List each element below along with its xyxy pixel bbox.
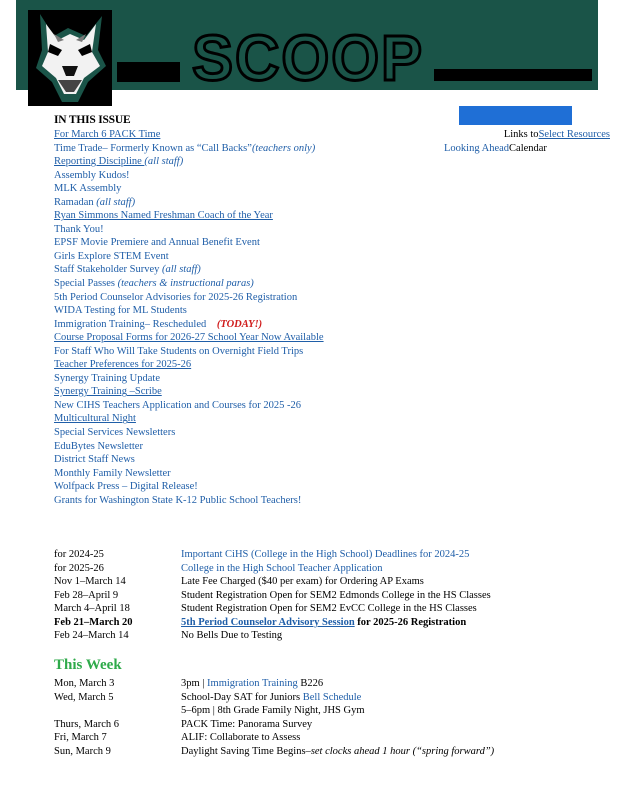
issue-item-title: Reporting Discipline <box>54 156 145 168</box>
date-event-cell <box>181 575 574 589</box>
week-event-cell <box>181 745 574 759</box>
issue-item-title: WIDA Testing for ML Students <box>54 305 187 317</box>
issue-item-audience: (teachers & instructional paras) <box>117 278 254 290</box>
calendar-label: Calendar <box>509 143 547 154</box>
issue-item[interactable] <box>54 236 434 250</box>
issue-item[interactable] <box>54 426 434 440</box>
issue-item-title: Thank You! <box>54 223 104 235</box>
issue-item-title: District Staff News <box>54 454 135 466</box>
issue-item-title: Teacher Preferences for 2025-26 <box>54 359 192 371</box>
date-row <box>54 616 574 630</box>
issue-item-audience: (all staff) <box>162 264 201 276</box>
week-event-cell <box>181 718 574 732</box>
issue-item[interactable] <box>54 412 434 426</box>
issue-item-title: 5th Period Counselor Advisories for 2025-26 Registration <box>54 291 298 303</box>
date-range: for 2024-25 <box>54 549 104 560</box>
date-event-link[interactable]: College in the High School Teacher Application <box>181 562 383 574</box>
date-event-cell <box>181 562 574 576</box>
issue-item[interactable] <box>54 453 434 467</box>
date-range: for 2025-26 <box>54 562 104 574</box>
issue-item[interactable] <box>54 304 434 318</box>
issue-item-title: New CIHS Teachers Application and Courses for 2025 -26 <box>54 399 301 411</box>
header-bar-left <box>117 62 180 82</box>
blue-highlight-box <box>459 106 572 125</box>
issue-item-title: Synergy Training –Scribe <box>54 386 162 398</box>
masthead-title <box>188 22 428 90</box>
issue-item[interactable] <box>54 494 434 508</box>
week-event: School-Day SAT for Juniors <box>181 691 303 703</box>
issue-item-title: Ramadan <box>54 196 97 208</box>
issue-item[interactable] <box>54 331 434 345</box>
this-week-schedule <box>54 677 574 758</box>
date-event: Late Fee Charged ($40 per exam) for Ordering AP Exams <box>181 576 424 588</box>
week-event-cell <box>181 731 574 745</box>
date-event: No Bells Due to Testing <box>181 630 283 642</box>
date-event-cell <box>181 548 574 562</box>
date-range: Nov 1–March 14 <box>54 576 126 588</box>
issue-item[interactable] <box>54 399 434 413</box>
date-range: Feb 28–April 9 <box>54 589 119 601</box>
issue-item[interactable] <box>54 385 434 399</box>
issue-item[interactable] <box>54 182 434 196</box>
date-range: Feb 21–March 20 <box>54 616 133 628</box>
week-day: Fri, March 7 <box>54 732 107 744</box>
week-event: 5–6pm | 8th Grade Family Night, JHS Gym <box>181 705 365 717</box>
issue-item[interactable] <box>54 250 434 264</box>
issue-item-title: EPSF Movie Premiere and Annual Benefit Event <box>54 237 260 249</box>
issue-item[interactable] <box>54 372 434 386</box>
date-range: Feb 24–March 14 <box>54 630 129 642</box>
wolf-logo <box>28 10 112 106</box>
issue-item[interactable] <box>54 196 434 210</box>
issue-item-alert: (TODAY!) <box>216 318 263 330</box>
in-this-issue-heading: IN THIS ISSUE <box>54 114 131 126</box>
week-event-cell <box>181 677 574 691</box>
week-event-link[interactable]: Bell Schedule <box>302 691 362 703</box>
week-event-location: B226 <box>297 678 324 689</box>
week-row <box>54 704 574 718</box>
week-row <box>54 731 574 745</box>
date-event-link[interactable]: Important CiHS (College in the High School) Deadlines for 2024-25 <box>181 549 470 560</box>
date-row <box>54 589 574 603</box>
week-row <box>54 718 574 732</box>
header-bar-right <box>434 69 592 81</box>
issue-item[interactable] <box>54 209 434 223</box>
date-event-link[interactable]: 5th Period Counselor Advisory Session <box>181 616 355 628</box>
week-row <box>54 691 574 705</box>
issue-item-audience: (all staff) <box>144 156 184 168</box>
date-range: March 4–April 18 <box>54 603 130 615</box>
issue-item[interactable] <box>54 467 434 481</box>
looking-ahead-link[interactable]: Looking Ahead <box>444 143 510 154</box>
week-day: Wed, March 5 <box>54 691 114 703</box>
week-row <box>54 677 574 691</box>
issue-item-title: Synergy Training Update <box>54 372 160 384</box>
issue-item[interactable] <box>54 223 434 237</box>
issue-item-title: Girls Explore STEM Event <box>54 250 169 262</box>
issue-item-title: Special Services Newsletters <box>54 427 176 439</box>
week-event: Daylight Saving Time Begins– <box>181 745 311 757</box>
issue-item-title: Wolfpack Press – Digital Release! <box>54 481 198 493</box>
date-event-cell <box>181 629 574 643</box>
week-event: ALIF: Collaborate to Assess <box>181 732 301 744</box>
issue-item-title: For March 6 PACK Time <box>54 129 161 140</box>
issue-item[interactable] <box>54 169 434 183</box>
issue-item-title: For Staff Who Will Take Students on Overnight Field Trips <box>54 345 304 357</box>
issue-item-title: Course Proposal Forms for 2026-27 School Year Now Available <box>54 332 324 344</box>
date-row <box>54 562 574 576</box>
issue-item[interactable] <box>54 277 434 291</box>
date-event-suffix: for 2025-26 Registration <box>354 616 467 628</box>
date-event-cell <box>181 589 574 603</box>
issue-item-audience: (all staff) <box>96 196 136 208</box>
important-dates <box>54 548 574 643</box>
issue-item[interactable] <box>54 263 434 277</box>
week-day: Thurs, March 6 <box>54 718 120 730</box>
date-event-cell <box>181 616 574 630</box>
date-event-cell <box>181 602 574 616</box>
issue-item-title: Grants for Washington State K-12 Public School Teachers! <box>54 494 302 506</box>
issue-item-audience: (teachers only) <box>251 142 316 154</box>
this-week-heading: This Week <box>54 657 122 673</box>
issue-item-title: EduBytes Newsletter <box>54 440 143 452</box>
issue-item-title: MLK Assembly <box>54 183 122 195</box>
issue-item[interactable] <box>54 358 434 372</box>
issue-item-title: Special Passes <box>54 278 118 290</box>
week-row <box>54 745 574 759</box>
wolf-head-icon <box>28 10 112 106</box>
issue-item-title: Ryan Simmons Named Freshman Coach of the Year <box>54 210 273 222</box>
issue-item-title: Staff Stakeholder Survey <box>54 264 162 276</box>
week-day: Mon, March 3 <box>54 678 115 689</box>
masthead-text: SCOOP <box>192 22 424 90</box>
week-event-note: set clocks ahead 1 hour (“spring forward”) <box>310 745 495 757</box>
issue-item[interactable] <box>54 155 434 169</box>
week-event-cell <box>181 704 574 718</box>
issue-item[interactable] <box>54 440 434 454</box>
issue-item[interactable] <box>54 345 434 359</box>
issue-item[interactable] <box>54 480 434 494</box>
issue-item-title: Multicultural Night <box>54 413 136 425</box>
date-row <box>54 629 574 643</box>
date-row <box>54 602 574 616</box>
date-event: Student Registration Open for SEM2 EvCC College in the HS Classes <box>181 603 477 615</box>
week-event-link[interactable]: Immigration Training <box>207 678 298 689</box>
week-day: Sun, March 9 <box>54 745 111 757</box>
issue-item-title: Assembly Kudos! <box>54 169 130 181</box>
in-this-issue-list <box>54 128 434 507</box>
issue-item-title: Time Trade– Formerly Known as “Call Backs” <box>54 142 252 154</box>
week-day <box>54 704 181 718</box>
week-event-cell <box>181 691 574 705</box>
date-event: Student Registration Open for SEM2 Edmonds College in the HS Classes <box>181 589 491 601</box>
issue-item-title: Monthly Family Newsletter <box>54 467 171 479</box>
select-resources-link[interactable]: Select Resources <box>538 129 610 140</box>
week-event: PACK Time: Panorama Survey <box>181 718 313 730</box>
date-row <box>54 575 574 589</box>
week-event: 3pm | <box>181 678 208 689</box>
issue-item[interactable] <box>54 318 434 332</box>
issue-item[interactable] <box>54 291 434 305</box>
date-row <box>54 548 574 562</box>
issue-item-title: Immigration Training– Rescheduled <box>54 318 209 330</box>
links-prefix: Links to <box>503 129 539 140</box>
issue-item[interactable] <box>54 128 434 142</box>
issue-item[interactable] <box>54 142 434 156</box>
